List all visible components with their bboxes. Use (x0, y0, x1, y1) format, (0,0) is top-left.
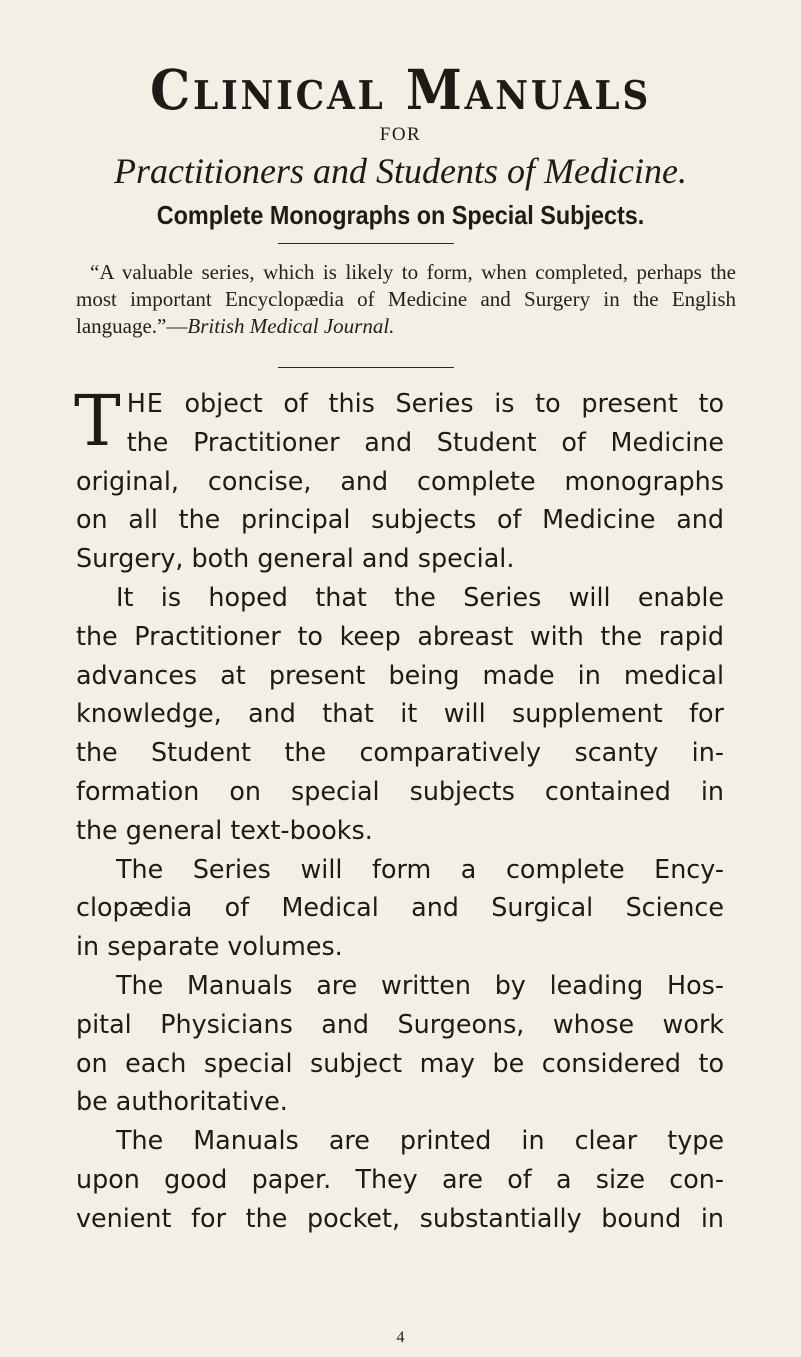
body-line: Surgery, both general and special. (76, 543, 515, 574)
body-line: be authoritative. (76, 1086, 288, 1117)
paragraph-3-cont (76, 888, 724, 966)
for-label: FOR (379, 124, 422, 145)
body-line: upon good paper. They are of a size con- (76, 1163, 724, 1194)
paragraph-2 (76, 578, 724, 617)
paragraph-2-cont (76, 617, 724, 850)
divider-top (278, 243, 454, 244)
quote-source: British Medical Journal. (187, 314, 395, 338)
paragraph-1 (74, 380, 724, 578)
body-text (74, 380, 724, 1238)
body-line: on each special subject may be considered to (76, 1047, 724, 1078)
page-number: 4 (396, 1329, 405, 1346)
paragraph-3 (76, 850, 724, 889)
tagline: Complete Monographs on Special Subjects. (156, 200, 645, 230)
paragraph-4-cont (76, 1005, 724, 1121)
body-line: the Student the comparatively scanty in- (76, 737, 724, 768)
body-line: venient for the pocket, substantially bound in (76, 1202, 724, 1233)
page-title: Clinical Manuals (149, 57, 652, 122)
paragraph-4 (76, 966, 724, 1005)
body-line: the Practitioner and Student of Medicine (126, 426, 724, 457)
body-line: The Manuals are printed in clear type (116, 1125, 724, 1156)
caps-word: HE (126, 388, 164, 418)
press-quote (76, 259, 736, 340)
quote-text: “A valuable series, which is likely to form, when completed, perhaps the most important Encyclopædia of Medicine and Surgery in the English language.”— (76, 260, 736, 338)
subtitle: Practitioners and Students of Medicine. (114, 151, 687, 191)
body-line: formation on special subjects contained in (76, 775, 724, 806)
body-line: original, concise, and complete monographs (76, 465, 724, 496)
body-line: on all the principal subjects of Medicine and (76, 504, 724, 535)
body-line: The Manuals are written by leading Hos- (116, 969, 724, 1000)
body-line: the Practitioner to keep abreast with the rapid (76, 620, 724, 651)
body-line: It is hoped that the Series will enable (116, 581, 724, 612)
body-line: knowledge, and that it will supplement for (76, 698, 724, 729)
drop-cap: T (74, 380, 121, 462)
paragraph-5 (76, 1121, 724, 1160)
body-line: pital Physicians and Surgeons, whose work (76, 1008, 724, 1039)
body-line: HE object of this Series is to present to (126, 388, 724, 418)
body-line: the general text-books. (76, 814, 373, 845)
body-line: in separate volumes. (76, 931, 343, 962)
divider-bottom (278, 367, 454, 368)
body-line: clopædia of Medical and Surgical Science (76, 892, 724, 923)
body-line: advances at present being made in medical (76, 659, 724, 690)
paragraph-5-cont (76, 1160, 724, 1238)
body-line: The Series will form a complete Ency- (116, 853, 724, 884)
